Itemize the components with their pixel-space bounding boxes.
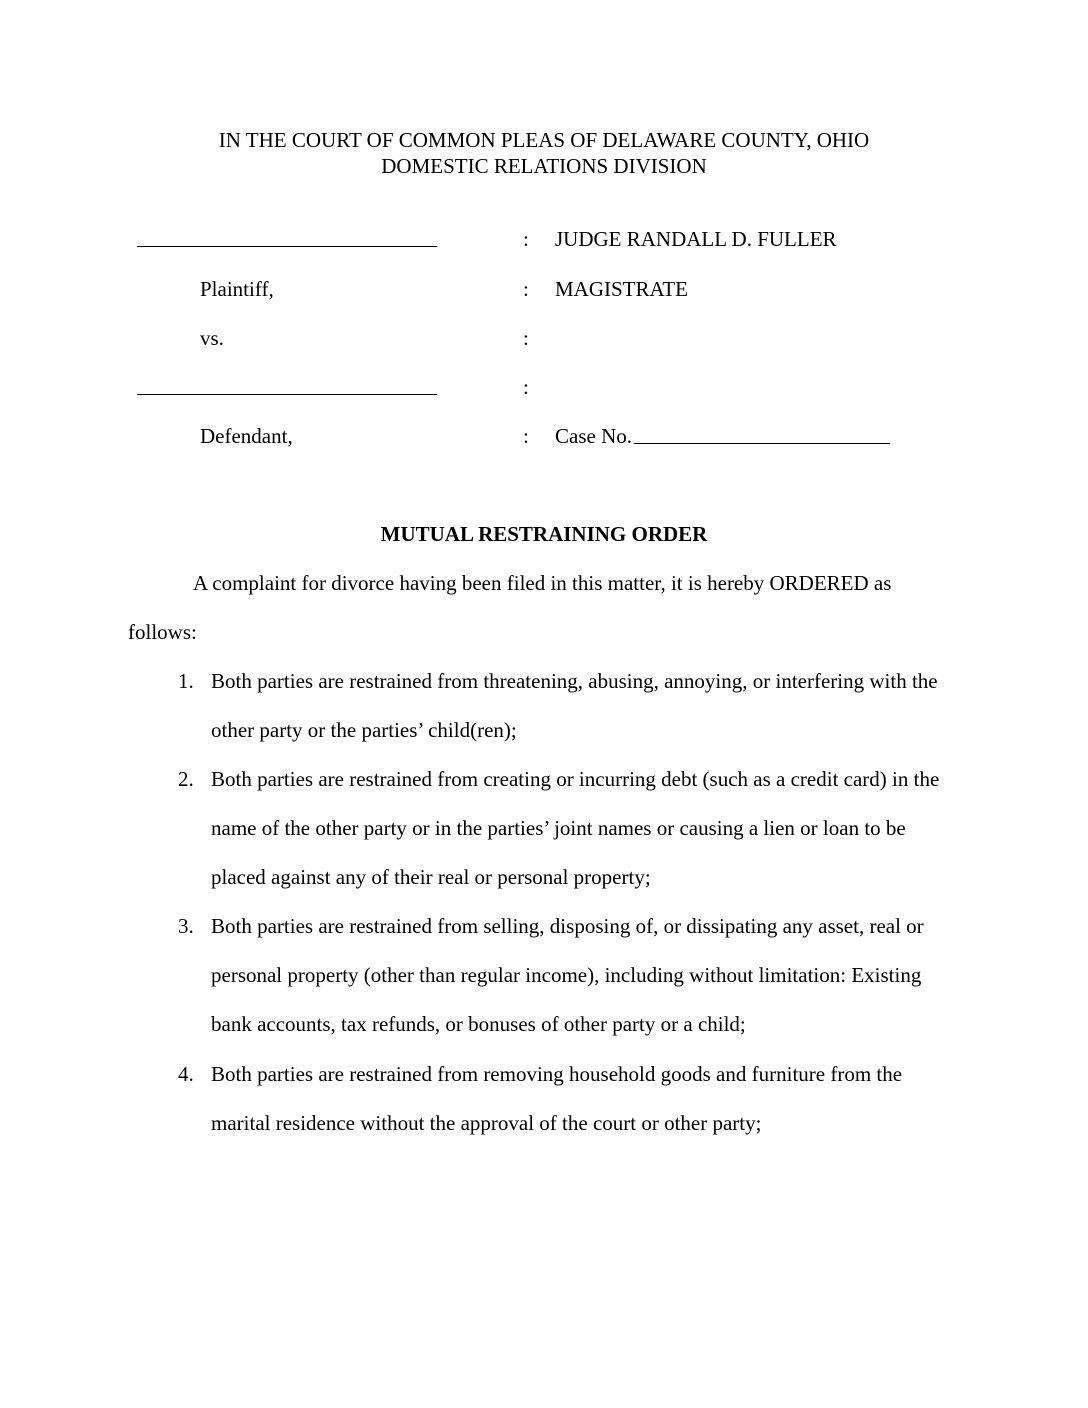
- judge-name: JUDGE RANDALL D. FULLER: [555, 227, 837, 251]
- defendant-label: Defendant,: [200, 424, 293, 448]
- plaintiff-label: Plaintiff,: [200, 277, 274, 301]
- caption-colon: :: [523, 326, 529, 350]
- order-text-line: marital residence without the approval of the court or other party;: [211, 1111, 762, 1135]
- court-header-line-1: IN THE COURT OF COMMON PLEAS OF DELAWARE COUNTY, OHIO: [218, 128, 870, 152]
- order-text-line: Both parties are restrained from creating or incurring debt (such as a credit card) in the: [211, 767, 940, 791]
- document-title: MUTUAL RESTRAINING ORDER: [380, 522, 708, 546]
- magistrate-label: MAGISTRATE: [555, 277, 689, 301]
- order-number: 2.: [178, 767, 194, 791]
- court-header-line-2: DOMESTIC RELATIONS DIVISION: [381, 154, 707, 178]
- order-text-line: name of the other party or in the parties’ joint names or causing a lien or loan to be: [211, 816, 906, 840]
- order-text-line: placed against any of their real or personal property;: [211, 865, 651, 889]
- caption-colon: :: [523, 424, 529, 448]
- plaintiff-name-line: [137, 246, 437, 247]
- intro-line-2: follows:: [128, 620, 197, 644]
- vs-label: vs.: [200, 326, 224, 350]
- order-text-line: Both parties are restrained from removing household goods and furniture from the: [211, 1062, 903, 1086]
- order-number: 3.: [178, 914, 194, 938]
- order-text-line: bank accounts, tax refunds, or bonuses of other party or a child;: [211, 1012, 746, 1036]
- order-text-line: other party or the parties’ child(ren);: [211, 718, 517, 742]
- intro-line-1: A complaint for divorce having been filed in this matter, it is hereby ORDERED as: [193, 571, 892, 595]
- caption-colon: :: [523, 375, 529, 399]
- order-text-line: personal property (other than regular income), including without limitation: Existing: [211, 963, 922, 987]
- order-number: 4.: [178, 1062, 194, 1086]
- defendant-name-line: [137, 394, 437, 395]
- caption-colon: :: [523, 227, 529, 251]
- case-number-line: [634, 443, 890, 444]
- case-number-label: Case No.: [555, 424, 632, 448]
- order-number: 1.: [178, 669, 194, 693]
- order-text-line: Both parties are restrained from selling, disposing of, or dissipating any asset, real or: [211, 914, 924, 938]
- order-text-line: Both parties are restrained from threatening, abusing, annoying, or interfering with the: [211, 669, 938, 693]
- caption-colon: :: [523, 277, 529, 301]
